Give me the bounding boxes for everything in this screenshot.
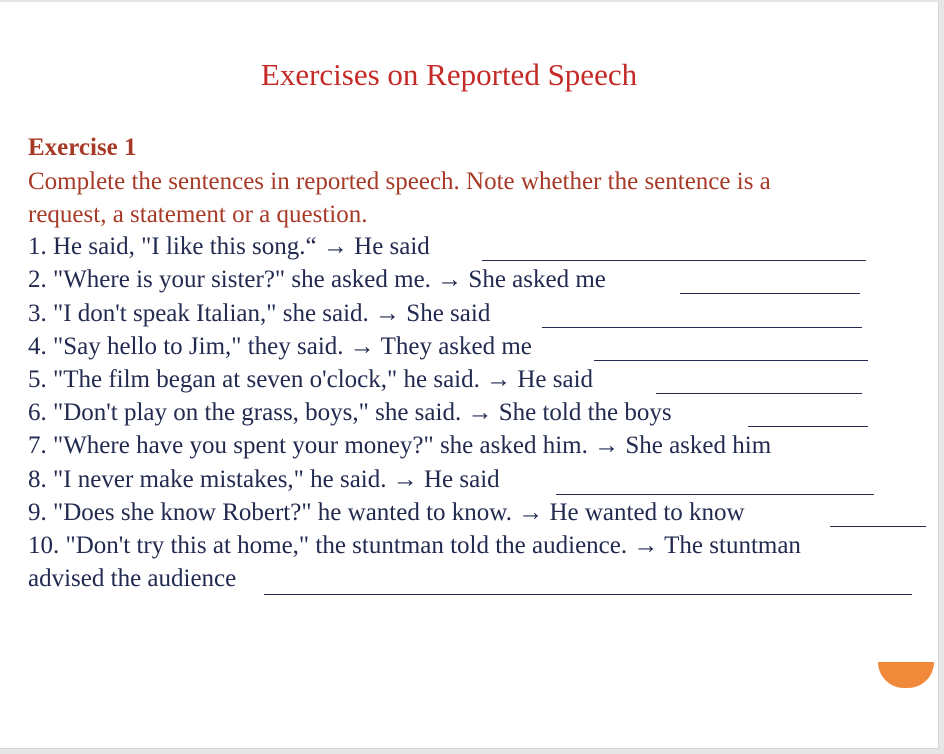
exercise-item-1: 1. He said, "I like this song.“ → He said: [28, 233, 430, 260]
exercise-heading: Exercise 1: [28, 134, 137, 161]
answer-blank-9[interactable]: [830, 526, 926, 527]
exercise-item-9: 9. "Does she know Robert?" he wanted to know. → He wanted to know: [28, 499, 745, 526]
exercise-item-5: 5. "The film began at seven o'clock," he said. → He said: [28, 366, 594, 393]
exercise-item-8: 8. "I never make mistakes," he said. → He said: [28, 466, 500, 493]
exercise-instruction-line-1: Complete the sentences in reported speech. Note whether the sentence is a: [28, 168, 771, 195]
exercise-instruction-line-2: request, a statement or a question.: [28, 201, 368, 228]
answer-blank-10[interactable]: [264, 594, 912, 595]
answer-blank-6[interactable]: [748, 426, 868, 427]
exercise-item-10-continuation: advised the audience: [28, 565, 237, 592]
page-title: Exercises on Reported Speech: [260, 57, 638, 92]
exercise-item-4: 4. "Say hello to Jim," they said. → They asked me: [28, 333, 532, 360]
answer-blank-5[interactable]: [656, 393, 862, 394]
answer-blank-8[interactable]: [556, 494, 874, 495]
orange-decoration-shape: [878, 662, 934, 688]
answer-blank-3[interactable]: [542, 327, 862, 328]
answer-blank-4[interactable]: [594, 360, 868, 361]
exercise-item-6: 6. "Don't play on the grass, boys," she said. → She told the boys: [28, 399, 672, 426]
exercise-item-7: 7. "Where have you spent your money?" she asked him. → She asked him: [28, 432, 772, 459]
exercise-item-10: 10. "Don't try this at home," the stuntman told the audience. → The stuntman: [28, 532, 801, 559]
document-page: [0, 2, 939, 749]
exercise-item-3: 3. "I don't speak Italian," she said. → She said: [28, 300, 491, 327]
answer-blank-1[interactable]: [482, 260, 866, 261]
answer-blank-2[interactable]: [680, 293, 860, 294]
exercise-item-2: 2. "Where is your sister?" she asked me. → She asked me: [28, 266, 606, 293]
